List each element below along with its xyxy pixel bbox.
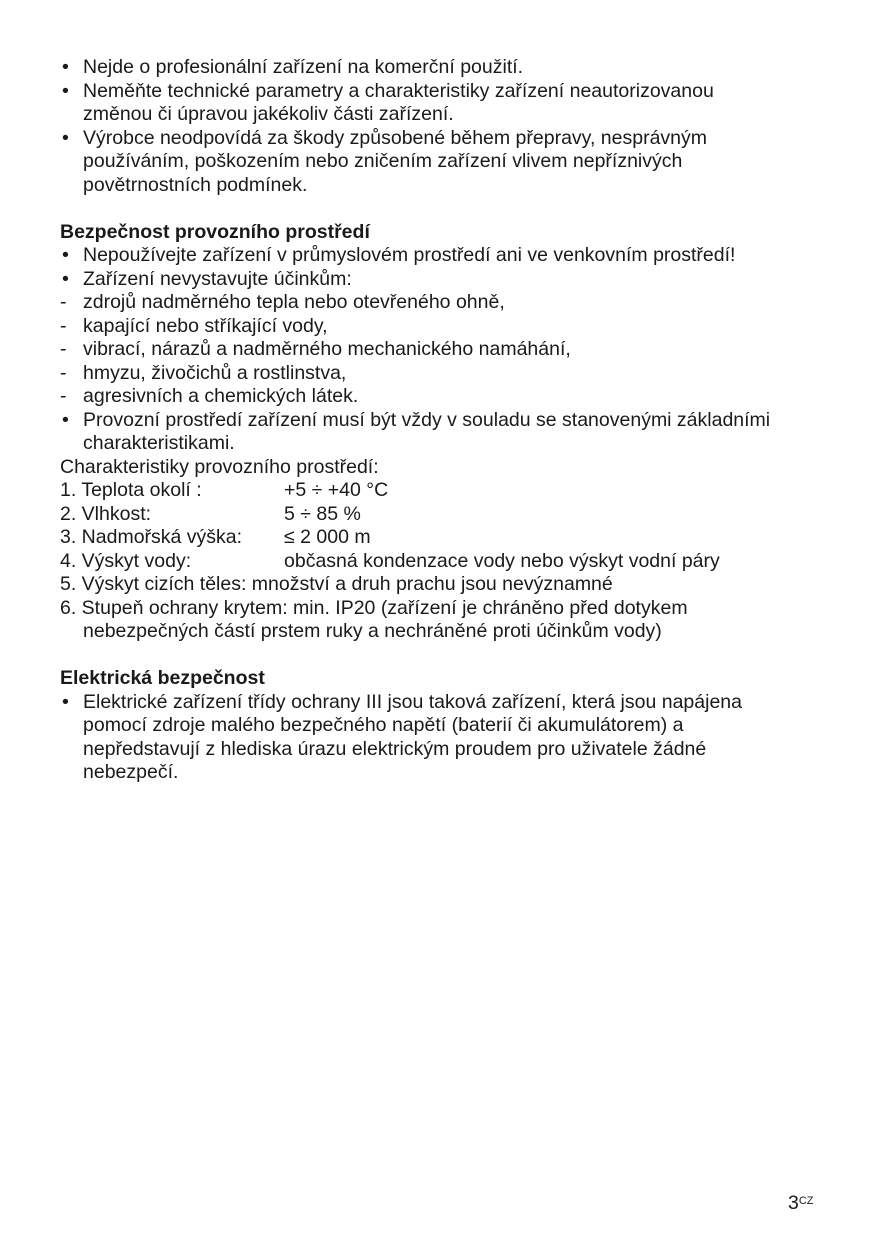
spec-value: +5 ÷ +40 °C <box>284 479 389 501</box>
spec-label: 2. Vlhkost: <box>60 502 152 525</box>
dash-marker: - <box>60 385 67 407</box>
bullet-text: Neměňte technické parametry a charakteristiky zařízení neautorizovanou <box>83 79 714 102</box>
bullet-text: Provozní prostředí zařízení musí být vždy v souladu se stanovenými základními <box>83 408 771 431</box>
dash-item <box>60 291 830 315</box>
spec-row-protection: 6. Stupeň ochrany krytem: min. IP20 (zařízení je chráněno před dotykem <box>60 596 688 619</box>
bullet-line <box>60 268 830 292</box>
spec-label: 1. Teplota okolí : <box>60 479 202 501</box>
bullet-line <box>60 691 830 715</box>
spec-row <box>60 550 830 574</box>
bullet-marker: • <box>62 408 69 431</box>
spec-label: 4. Výskyt vody: <box>60 549 192 572</box>
bullet-line <box>60 244 830 268</box>
dash-marker: - <box>60 338 67 360</box>
bullet-marker: • <box>62 267 69 290</box>
paragraph-gap <box>60 644 830 668</box>
bullet-text: Nepoužívejte zařízení v průmyslovém prostředí ani ve venkovním prostředí! <box>83 244 736 266</box>
spec-value: 5 ÷ 85 % <box>284 502 361 525</box>
page-number <box>788 1191 814 1215</box>
bullet-text: Výrobce neodpovídá za škody způsobené během přepravy, nesprávným <box>83 126 708 149</box>
dash-text: agresivních a chemických látek. <box>83 385 359 407</box>
dash-marker: - <box>60 361 67 384</box>
bullet-marker: • <box>62 79 69 102</box>
dash-marker: - <box>60 314 67 337</box>
characteristics-title: Charakteristiky provozního prostředí: <box>60 455 379 478</box>
bullet-continuation: nepředstavují z hlediska úrazu elektrickým proudem pro uživatele žádné <box>83 737 707 760</box>
bullet-marker: • <box>62 126 69 149</box>
bullet-marker: • <box>62 56 69 78</box>
dash-item <box>60 362 830 386</box>
dash-item <box>60 315 830 339</box>
bullet-continuation: nebezpečí. <box>83 761 179 783</box>
bullet-continuation: pomocí zdroje malého bezpečného napětí (baterií či akumulátorem) a <box>83 714 684 736</box>
document-page <box>60 56 830 785</box>
bullet-marker: • <box>62 690 69 713</box>
dash-item <box>60 385 830 409</box>
bullet-text: Nejde o profesionální zařízení na komerční použití. <box>83 56 524 78</box>
bullet-continuation: povětrnostních podmínek. <box>83 173 308 196</box>
spec-row-continuation: nebezpečných částí prstem ruky a nechráněné proti účinkům vody) <box>83 620 662 642</box>
spec-row <box>60 479 830 503</box>
bullet-continuation: charakteristikami. <box>83 432 235 454</box>
dash-text: hmyzu, živočichů a rostlinstva, <box>83 361 347 384</box>
bullet-text: Zařízení nevystavujte účinkům: <box>83 267 352 290</box>
dash-text: kapající nebo stříkající vody, <box>83 314 328 337</box>
bullet-continuation: používáním, poškozením nebo zničením zařízení vlivem nepříznivých <box>83 150 683 172</box>
bullet-line <box>60 56 830 80</box>
bullet-marker: • <box>62 244 69 266</box>
bullet-line <box>60 80 830 104</box>
spec-value: ≤ 2 000 m <box>284 526 371 548</box>
dash-marker: - <box>60 291 67 313</box>
dash-text: vibrací, nárazů a nadměrného mechanického namáhání, <box>83 338 571 360</box>
spec-row <box>60 526 830 550</box>
spec-label: 3. Nadmořská výška: <box>60 526 243 548</box>
spec-value: občasná kondenzace vody nebo výskyt vodní páry <box>284 549 720 572</box>
page-language-code: CZ <box>798 1195 814 1207</box>
dash-text: zdrojů nadměrného tepla nebo otevřeného ohně, <box>83 291 505 313</box>
section-heading-electric: Elektrická bezpečnost <box>60 667 265 689</box>
dash-item <box>60 338 830 362</box>
paragraph-gap <box>60 197 830 221</box>
spec-row-foreign-bodies: 5. Výskyt cizích těles: množství a druh prachu jsou nevýznamné <box>60 573 613 595</box>
bullet-text: Elektrické zařízení třídy ochrany III jsou taková zařízení, která jsou napájena <box>83 690 742 713</box>
bullet-line <box>60 127 830 151</box>
spec-row <box>60 503 830 527</box>
bullet-line <box>60 409 830 433</box>
bullet-continuation: změnou či úpravou jakékoliv části zařízení. <box>83 103 454 125</box>
page-number-value: 3 <box>788 1192 799 1214</box>
section-heading-environment: Bezpečnost provozního prostředí <box>60 220 370 243</box>
